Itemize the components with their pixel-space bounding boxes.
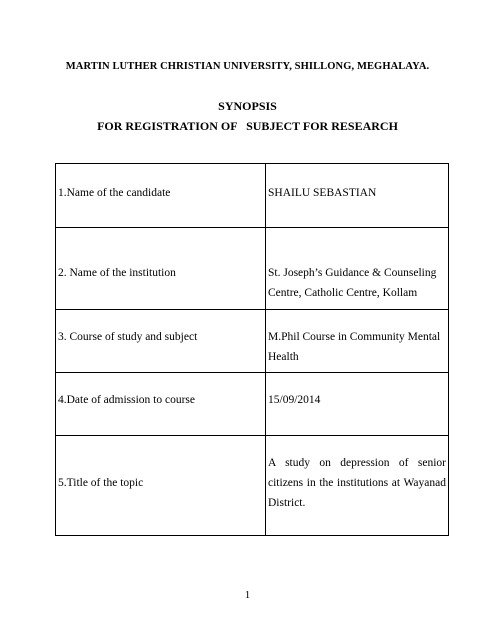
row-value-admission-date: 15/09/2014 [266, 373, 449, 436]
page-number: 1 [244, 589, 251, 601]
table-row [56, 164, 449, 228]
row-label-topic-title: 5.Title of the topic [56, 436, 266, 536]
table-row [56, 310, 449, 373]
table-row [56, 436, 449, 536]
university-heading: MARTIN LUTHER CHRISTIAN UNIVERSITY, SHILLONG, MEGHALAYA. [65, 61, 430, 72]
document-title: SYNOPSIS [218, 99, 277, 113]
row-label-course: 3. Course of study and subject [56, 310, 266, 373]
row-value-topic-title: A study on depression of senior citizens in the institutions at Wayanad District. [266, 436, 449, 536]
row-label-admission-date: 4.Date of admission to course [56, 373, 266, 436]
row-value-course: M.Phil Course in Community Mental Health [266, 310, 449, 373]
row-value-institution: St. Joseph’s Guidance & Counseling Centre, Catholic Centre, Kollam [266, 228, 449, 310]
row-label-institution: 2. Name of the institution [56, 228, 266, 310]
row-value-candidate-name: SHAILU SEBASTIAN [266, 164, 449, 228]
table-row [56, 228, 449, 310]
table-row [56, 373, 449, 436]
row-label-candidate-name: 1.Name of the candidate [56, 164, 266, 228]
document-subtitle: FOR REGISTRATION OF SUBJECT FOR RESEARCH [97, 119, 398, 133]
synopsis-table [55, 163, 449, 536]
